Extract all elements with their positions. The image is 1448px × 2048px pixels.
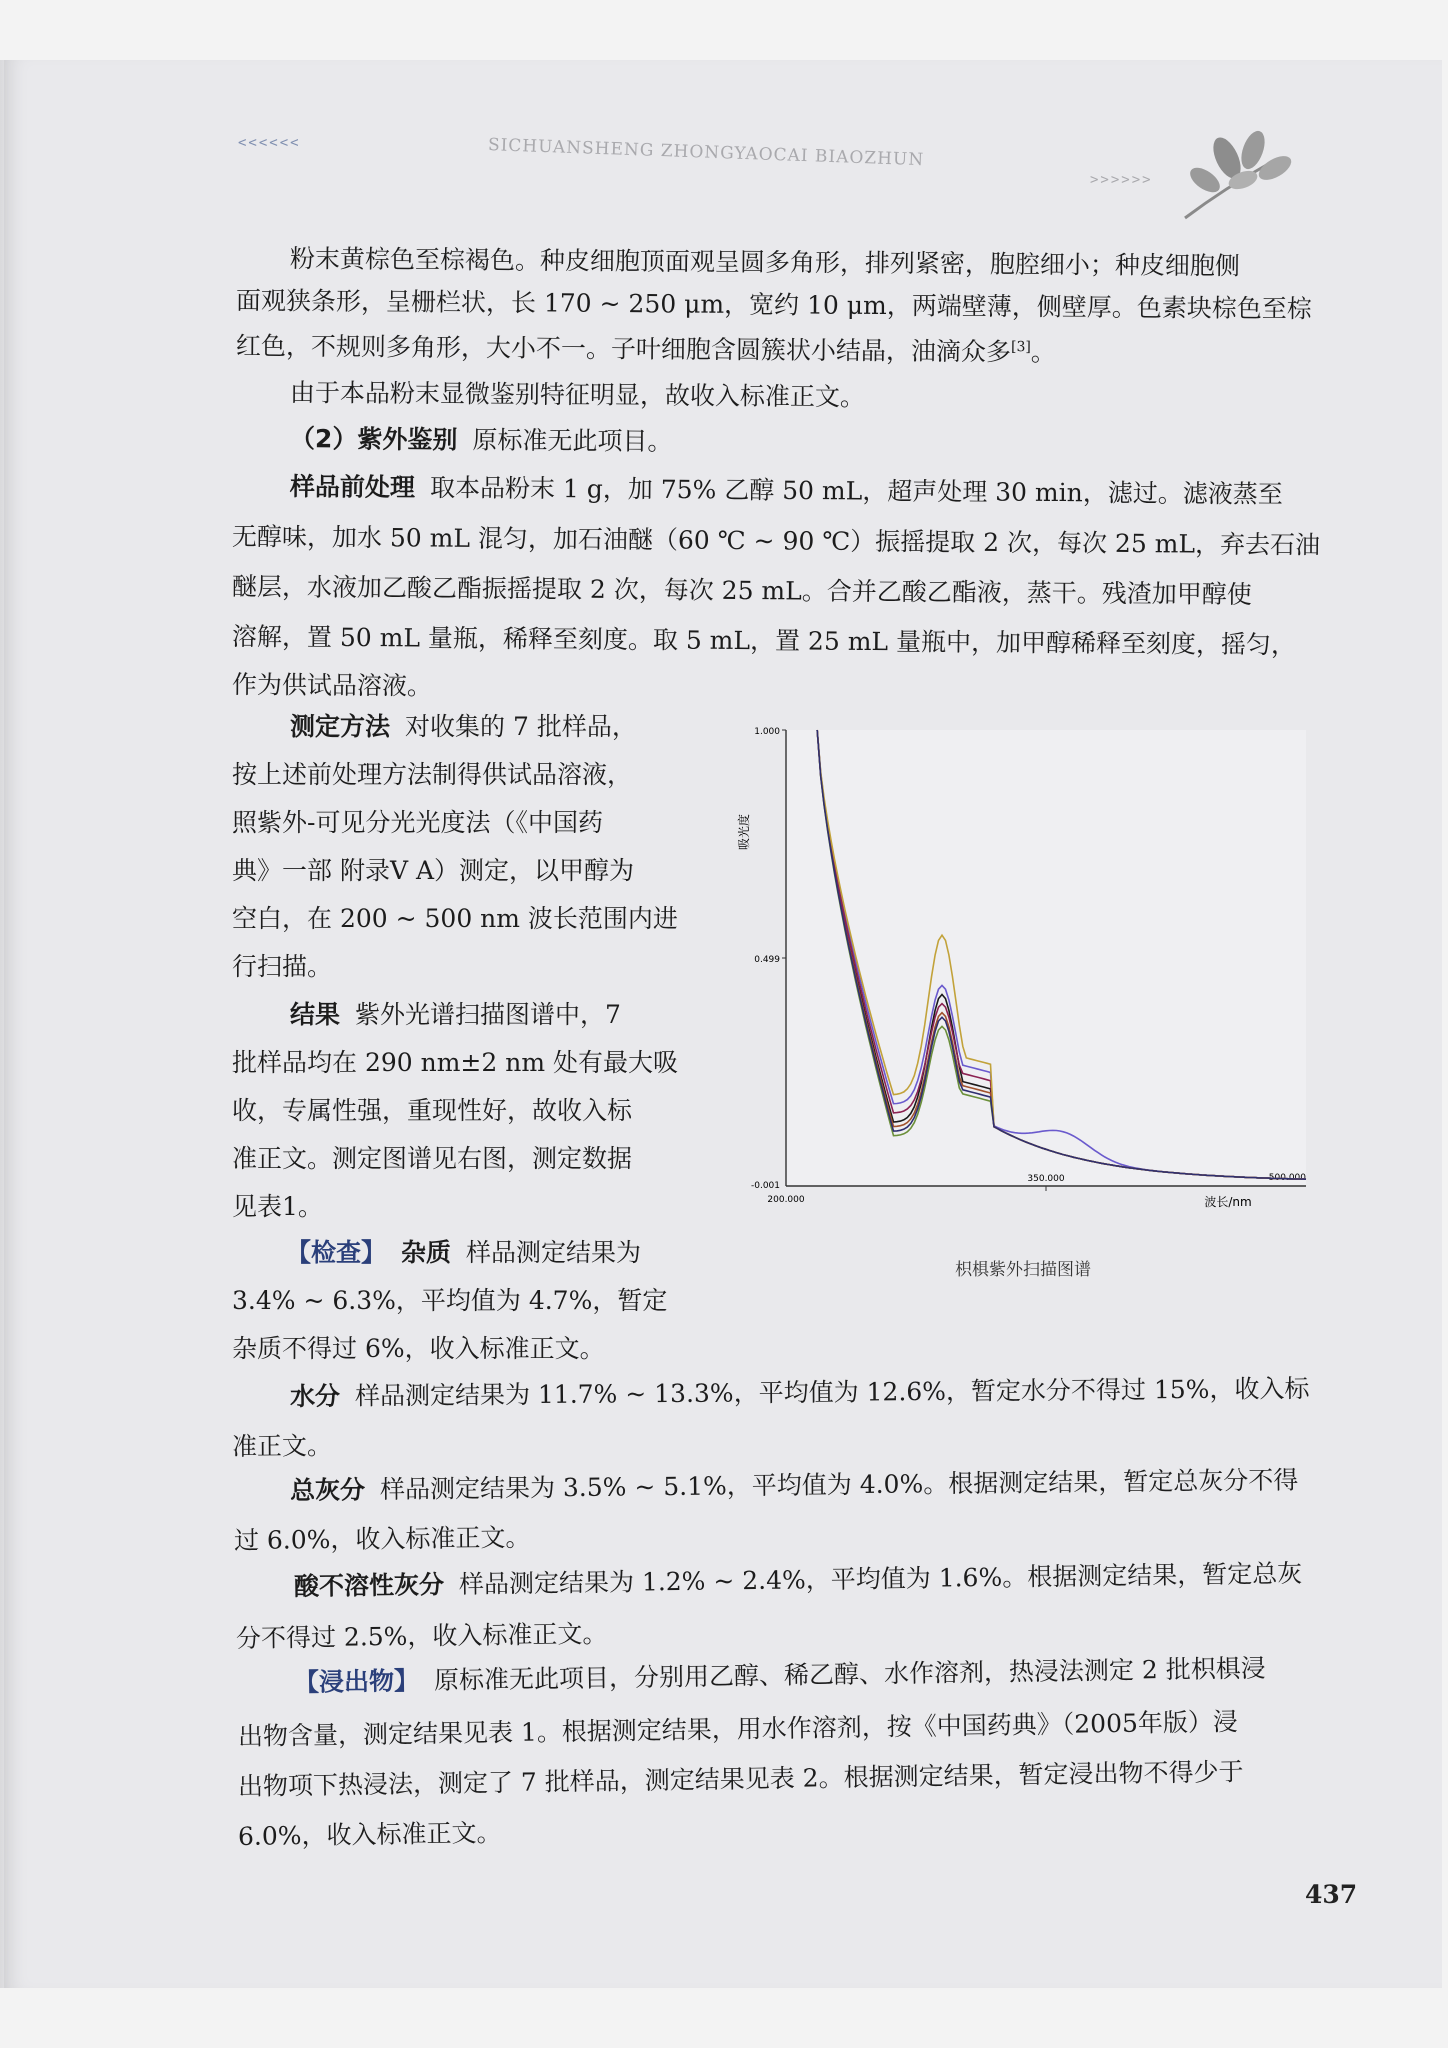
y-tick-label-mid: 0.499 [754, 955, 780, 965]
method-line-4: 典》一部 附录V A）测定，以甲醇为 [232, 856, 635, 885]
uv-spectrum-figure [720, 712, 1340, 1232]
uv-identification-heading: （2）紫外鉴别 [289, 424, 458, 455]
x-tick-label-right: 500.000 [1268, 1173, 1306, 1183]
sample-prep-heading: 样品前处理 [289, 472, 416, 502]
water-line-2: 准正文。 [231, 1431, 333, 1461]
extract-line-4: 6.0%，收入标准正文。 [237, 1818, 502, 1851]
uv-identification-section: （2）紫外鉴别 原标准无此项目。 [289, 424, 673, 457]
running-header-title: SICHUANSHENG ZHONGYAOCAI BIAOZHUN [487, 135, 925, 171]
result-line-2: 批样品均在 290 nm±2 nm 处有最大吸 [232, 1048, 678, 1077]
result-heading: 结果 [290, 1000, 341, 1029]
plot-area [786, 730, 1306, 1186]
sample-prep-line-1: 样品前处理 取本品粉末 1 g，加 75% 乙醇 50 mL，超声处理 30 min，滤过。滤液蒸至 [289, 472, 1283, 509]
extract-line-1: 【浸出物】 原标准无此项目，分别用乙醇、稀乙醇、水作溶剂，热浸法测定 2 批枳椇浸 [293, 1653, 1266, 1697]
x-tick-label-mid: 350.000 [1027, 1174, 1065, 1184]
extract-section-heading: 【浸出物】 [293, 1666, 420, 1697]
acid-ash-line-2: 分不得过 2.5%，收入标准正文。 [235, 1619, 608, 1653]
x-tick-label-left: 200.000 [767, 1195, 805, 1205]
result-line-4: 准正文。测定图谱见右图，测定数据 [232, 1144, 633, 1173]
method-line-5: 空白，在 200 ~ 500 nm 波长范围内进 [232, 904, 678, 933]
impurity-line-3: 杂质不得过 6%，收入标准正文。 [232, 1334, 605, 1363]
reference-mark: [3] [1010, 339, 1031, 356]
powder-desc-line-3: 红色，不规则多角形，大小不一。子叶细胞含圆簇状小结晶，油滴众多[3]。 [235, 331, 1056, 367]
water-heading: 水分 [289, 1381, 341, 1411]
extract-line-3: 出物项下热浸法，测定了 7 批样品，测定结果见表 2。根据测定结果，暂定浸出物不得少于 [237, 1757, 1244, 1801]
impurity-line-2: 3.4% ~ 6.3%，平均值为 4.7%，暂定 [232, 1286, 668, 1315]
water-line-1: 水分 样品测定结果为 11.7% ~ 13.3%，平均值为 12.6%，暂定水分不得过 15%，收入标 [289, 1373, 1310, 1411]
page-number: 437 [1305, 1880, 1358, 1909]
method-heading: 测定方法 [290, 712, 391, 741]
header-left-decoration: <<<<<< [238, 135, 301, 151]
method-line-6: 行扫描。 [232, 952, 333, 981]
sample-prep-line-3: 醚层，水液加乙酸乙酯振摇提取 2 次，每次 25 mL。合并乙酸乙酯液，蒸干。残渣加甲醇使 [231, 572, 1252, 610]
sample-prep-line-2: 无醇味，加水 50 mL 混匀，加石油醚（60 ℃ ~ 90 ℃）振摇提取 2 次，每次 25 mL，弃去石油 [231, 522, 1321, 560]
check-section-heading: 【检查】 [286, 1238, 387, 1267]
header-right-decoration: >>>>>> [1090, 172, 1153, 188]
ash-line-2: 过 6.0%，收入标准正文。 [233, 1522, 531, 1555]
y-axis-label: 吸光度 [737, 813, 751, 851]
method-line-1: 测定方法 对收集的 7 批样品， [290, 712, 637, 741]
y-tick-label-top: 1.000 [754, 727, 780, 737]
figure-caption: 枳椇紫外扫描图谱 [955, 1260, 1091, 1280]
y-tick-label-bottom: -0.001 [750, 1181, 780, 1191]
total-ash-heading: 总灰分 [289, 1475, 366, 1505]
impurity-line-1: 【检查】 杂质 样品测定结果为 [286, 1238, 642, 1267]
acid-insoluble-ash-heading: 酸不溶性灰分 [293, 1570, 445, 1601]
method-line-3: 照紫外-可见分光光度法（《中国药 [232, 808, 603, 837]
sample-prep-line-4: 溶解，置 50 mL 量瓶，稀释至刻度。取 5 mL，置 25 mL 量瓶中，加甲醇稀释至刻度，摇匀， [231, 622, 1297, 660]
powder-conclusion: 由于本品粉末显微鉴别特征明显，故收入标准正文。 [289, 378, 866, 412]
result-line-3: 收，专属性强，重现性好，故收入标 [232, 1096, 633, 1125]
acid-ash-line-1: 酸不溶性灰分 样品测定结果为 1.2% ~ 2.4%，平均值为 1.6%。根据测定结果，暂定总灰 [293, 1558, 1303, 1601]
sample-prep-line-5: 作为供试品溶液。 [231, 670, 433, 701]
impurity-heading: 杂质 [401, 1238, 452, 1267]
ash-line-1: 总灰分 样品测定结果为 3.5% ~ 5.1%，平均值为 4.0%。根据测定结果，暂定总灰分不得 [289, 1465, 1299, 1505]
powder-desc-line-1: 粉末黄棕色至棕褐色。种皮细胞顶面观呈圆多角形，排列紧密，胞腔细小；种皮细胞侧 [289, 244, 1241, 281]
result-line-5: 见表1。 [232, 1192, 323, 1221]
x-axis-label: 波长/nm [1204, 1195, 1252, 1209]
result-line-1: 结果 紫外光谱扫描图谱中，7 [290, 1000, 621, 1029]
method-line-2: 按上述前处理方法制得供试品溶液， [232, 760, 633, 789]
powder-desc-line-2: 面观狭条形，呈栅栏状，长 170 ~ 250 μm，宽约 10 μm，两端壁薄，侧壁厚。色素块棕色至棕 [235, 286, 1312, 324]
leaf-logo-icon [1175, 118, 1305, 228]
extract-line-2: 出物含量，测定结果见表 1。根据测定结果，用水作溶剂，按《中国药典》（2005年版）浸 [237, 1707, 1239, 1751]
